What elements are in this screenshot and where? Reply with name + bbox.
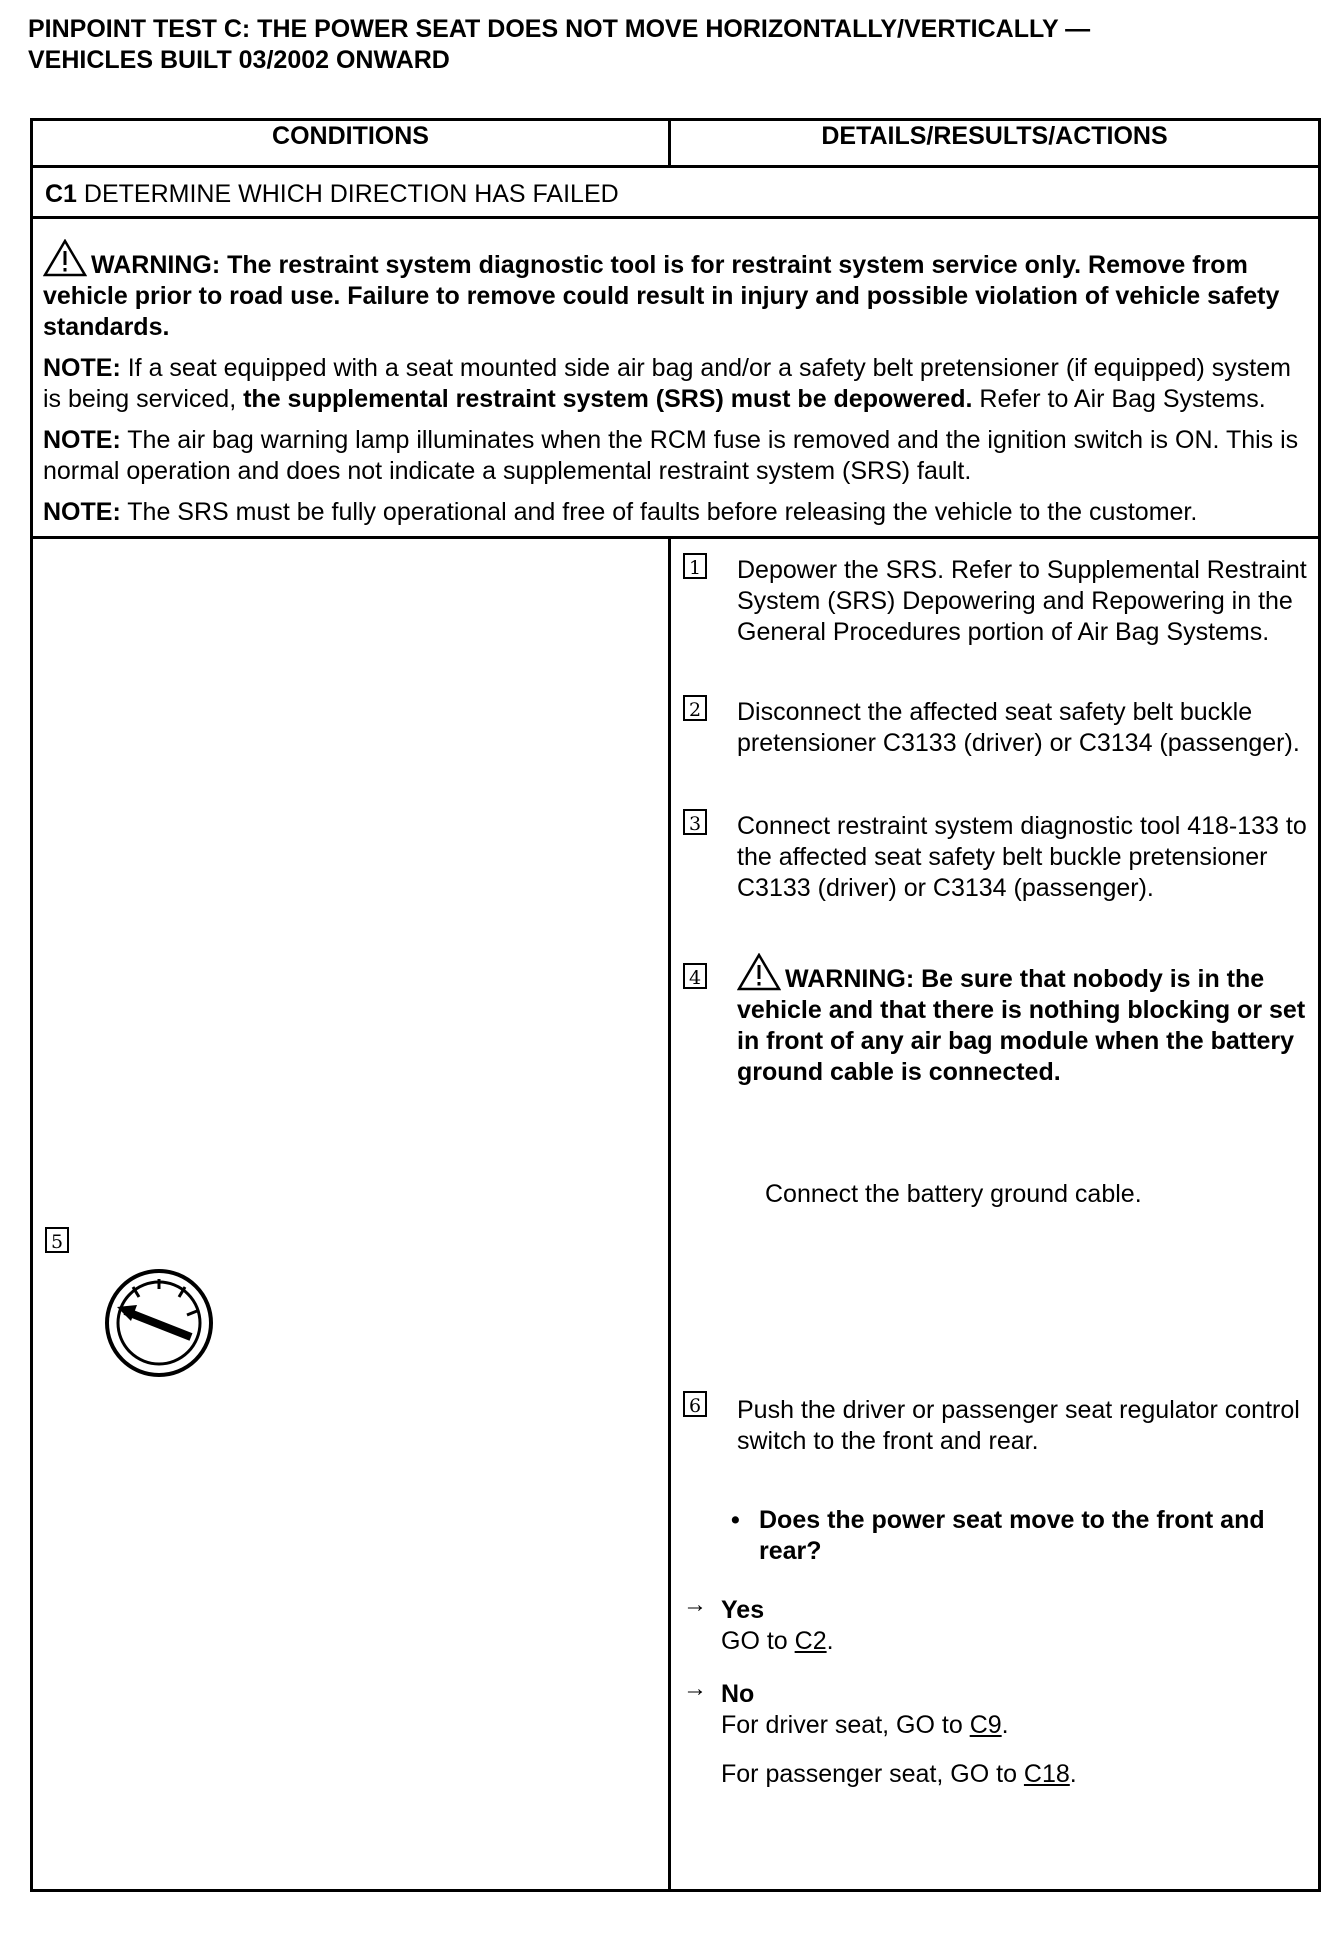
step-4-warning-text: WARNING: Be sure that nobody is in the vehicle and that there is nothing blocking or set in front of any air bag module when the battery ground cable is connected.: [737, 965, 1306, 1086]
note-srs-operational: [43, 497, 1308, 528]
note-label: NOTE:: [43, 426, 121, 454]
title-line-2: VEHICLES BUILT 03/2002 ONWARD: [28, 46, 450, 74]
note1-c: Refer to Air Bag Systems.: [979, 385, 1266, 413]
conditions-cell: [32, 538, 670, 1891]
step-6-text: Push the driver or passenger seat regulator control switch to the front and rear.: [737, 1396, 1300, 1455]
note-label: NOTE:: [43, 354, 121, 382]
step-title: DETERMINE WHICH DIRECTION HAS FAILED: [83, 179, 619, 208]
warning-triangle-icon: [737, 953, 781, 991]
header-conditions: CONDITIONS: [32, 120, 670, 167]
step-heading: [32, 167, 1320, 218]
step-4-warning: [737, 953, 1307, 1088]
no-driver-action: [721, 1710, 1281, 1741]
step-id: C1: [45, 179, 77, 208]
title-line-1: PINPOINT TEST C: THE POWER SEAT DOES NOT MOVE HORIZONTALLY/VERTICALLY —: [28, 15, 1091, 43]
note-airbag-lamp: [43, 425, 1308, 487]
link-c18[interactable]: C18: [1023, 1760, 1070, 1788]
yes-label: Yes: [721, 1596, 765, 1624]
link-c2[interactable]: C2: [794, 1627, 827, 1655]
period: .: [826, 1627, 834, 1655]
yes-action: [721, 1626, 1281, 1657]
arrow-right-icon: →: [683, 1591, 707, 1618]
step-number-5: 5: [45, 1227, 69, 1253]
step-number-1: 1: [683, 553, 707, 579]
yes-result: [721, 1595, 1281, 1657]
step-number-6: 6: [683, 1391, 707, 1417]
period: .: [1001, 1711, 1009, 1739]
note2-text: The air bag warning lamp illuminates when the RCM fuse is removed and the ignition switch is ON. This is normal operation and does not indicate a supplemental restraint system (SRS) fault.: [43, 426, 1299, 485]
arrow-right-icon: →: [683, 1675, 707, 1702]
note3-text: The SRS must be fully operational and free of faults before releasing the vehicle to the customer.: [127, 498, 1198, 526]
step-number-3: 3: [683, 809, 707, 835]
ignition-switch-icon: [103, 1267, 215, 1379]
step-1-text: Depower the SRS. Refer to Supplemental Restraint System (SRS) Depowering and Repowering in the General Procedures portion of Air Bag Systems.: [737, 556, 1307, 646]
pinpoint-test-table: [30, 118, 1321, 1892]
restraint-tool-warning: [43, 239, 1308, 343]
step-4-action: Connect the battery ground cable.: [765, 1180, 1142, 1208]
no-result: [721, 1679, 1281, 1790]
no-label: No: [721, 1680, 755, 1708]
header-details: DETAILS/RESULTS/ACTIONS: [670, 120, 1320, 167]
step-2-text: Disconnect the affected seat safety belt buckle pretensioner C3133 (driver) or C3134 (passenger).: [737, 698, 1300, 757]
note-label: NOTE:: [43, 498, 121, 526]
yes-go-text: GO to: [721, 1627, 795, 1655]
note1-b: the supplemental restraint system (SRS) must be depowered.: [243, 385, 973, 413]
warning-triangle-icon: [43, 239, 87, 277]
link-c9[interactable]: C9: [969, 1711, 1002, 1739]
no-passenger-text: For passenger seat, GO to: [721, 1760, 1024, 1788]
step-number-2: 2: [683, 695, 707, 721]
no-passenger-action: [721, 1759, 1281, 1790]
note-srs-depower: [43, 353, 1308, 415]
period: .: [1069, 1760, 1077, 1788]
question-text: Does the power seat move to the front and rear?: [759, 1506, 1265, 1565]
warnings-notes-block: [32, 218, 1320, 538]
step-number-4: 4: [683, 963, 707, 989]
bullet-dot: •: [731, 1506, 740, 1534]
note1-a: If a seat equipped with a seat mounted side air bag and/or a safety belt pretensioner (if equipped) system is being serviced,: [43, 354, 1291, 413]
step-3-text: Connect restraint system diagnostic tool 418-133 to the affected seat safety belt buckle pretensioner C3133 (driver) or C3134 (passenger).: [737, 812, 1307, 902]
details-cell: [670, 538, 1320, 1891]
no-driver-text: For driver seat, GO to: [721, 1711, 970, 1739]
warning-main-text: WARNING: The restraint system diagnostic tool is for restraint system service only. Remove from vehicle prior to road use. Failure to remove could result in injury and possible violation of vehicle safety standards.: [43, 251, 1280, 341]
page-title: [28, 14, 1318, 76]
